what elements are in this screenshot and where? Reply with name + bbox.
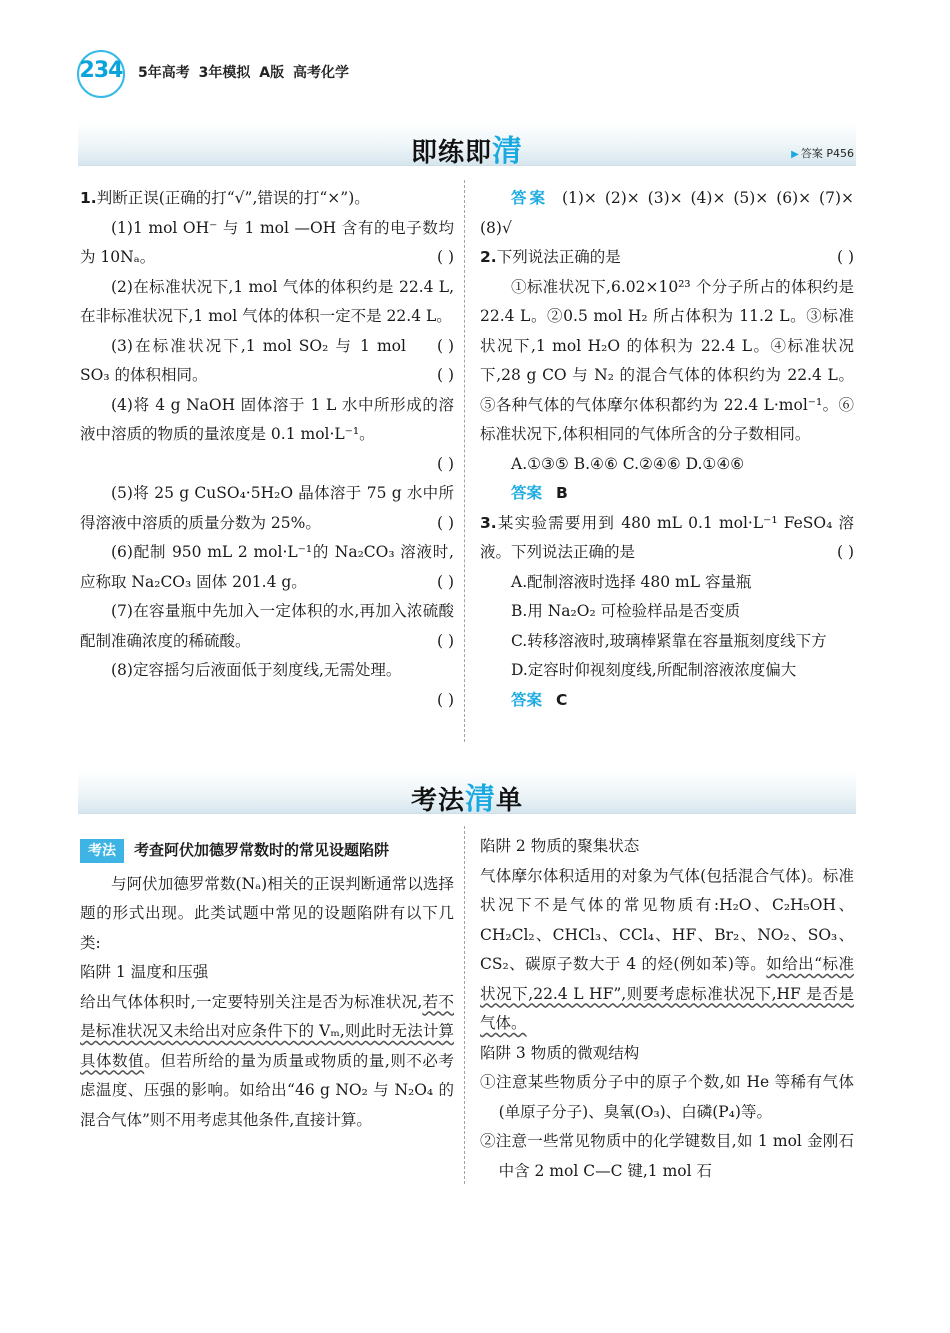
trap3-item: ②注意一些常见物质中的化学键数目,如 1 mol 金刚石中含 2 mol C—C 键,1 mol 石 (480, 1132, 854, 1180)
banner-title-text: 即练即清 (410, 134, 524, 169)
q2-stem: 2.下列说法正确的是 ( ) (480, 248, 854, 266)
method-tag: 考法 (80, 839, 124, 863)
q1-item: (1)1 mol OH⁻ 与 1 mol —OH 含有的电子数均为 10Nₐ。 ( ) (80, 218, 454, 266)
q3-option: A.配制溶液时选择 480 mL 容量瓶 (511, 572, 752, 591)
q1-item: (3)在标准状况下,1 mol SO₂ 与 1 mol SO₃ 的体积相同。 ( ) (80, 336, 454, 384)
trap2-body: 气体摩尔体积适用的对象为气体(包括混合气体)。标准状况下不是气体的常见物质有:H₂O、C₂H₅OH、CH₂Cl₂、CHCl₃、CCl₄、HF、Br₂、NO₂、SO₃、CS₂、碳原子数大于 4 的烃(例如苯)等。如给出“标准状况下,22.4 L HF”,则要考虑标准状况下,HF 是否是气体。 (480, 866, 854, 1032)
method-right-column (480, 832, 854, 1186)
column-divider (464, 826, 465, 1184)
trap3-title: 陷阱 3 物质的微观结构 (480, 1043, 640, 1062)
method-left-column (80, 836, 454, 1135)
practice-banner-title (78, 126, 856, 170)
method-banner (78, 770, 856, 817)
practice-right-column (480, 184, 854, 715)
q3-answer: 答案 C (511, 690, 568, 709)
q1-item: (5)将 25 g CuSO₄·5H₂O 晶体溶于 75 g 水中所得溶液中溶质的质量分数为 25%。 ( ) (80, 484, 454, 532)
trap1-title: 陷阱 1 温度和压强 (80, 963, 209, 981)
banner-title-text: 考法清单 (410, 782, 524, 817)
method-intro: 与阿伏加德罗常数(Nₐ)相关的正误判断通常以选择题的形式出现。此类试题中常见的设题陷阱有以下几类: (80, 874, 454, 952)
q1-answer: 答案 (1)× (2)× (3)× (4)× (5)× (6)× (7)× (8)√ (480, 189, 854, 237)
practice-banner (78, 122, 856, 169)
q2-options: A.①③⑤ B.④⑥ C.②④⑥ D.①④⑥ (511, 454, 745, 473)
q3-option: C.转移溶液时,玻璃棒紧靠在容量瓶刻度线下方 (511, 631, 827, 650)
book-title: 5年高考 3年模拟 A版 高考化学 (138, 65, 349, 81)
answer-reference: ▶ 答案 P456 (791, 147, 854, 160)
q1-bracket: ( ) (436, 690, 454, 709)
method-title: 考查阿伏加德罗常数时的常见设题陷阱 (134, 841, 390, 859)
q2-answer: 答案 B (511, 484, 568, 502)
q1-item: (8)定容摇匀后液面低于刻度线,无需处理。 (111, 661, 402, 679)
practice-left-column (80, 184, 454, 715)
method-heading (80, 836, 454, 866)
q1-bracket: ( ) (436, 454, 454, 473)
q3-option: D.定容时仰视刻度线,所配制溶液浓度偏大 (511, 661, 797, 679)
q3-stem: 3.某实验需要用到 480 mL 0.1 mol·L⁻¹ FeSO₄ 溶液。下列说法正确的是 ( ) (480, 513, 854, 561)
page-number: 234 (79, 58, 123, 83)
column-divider (464, 180, 465, 742)
q1-item: (6)配制 950 mL 2 mol·L⁻¹的 Na₂CO₃ 溶液时,应称取 Na₂CO₃ 固体 201.4 g。 ( ) (80, 543, 454, 591)
q1-item: (2)在标准状况下,1 mol 气体的体积约是 22.4 L,在非标准状况下,1 mol 气体的体积一定不是 22.4 L。 ( ) (80, 277, 454, 355)
q1-stem: 1.判断正误(正确的打“√”,错误的打“×”)。 (80, 189, 370, 207)
q1-item: (7)在容量瓶中先加入一定体积的水,再加入浓硫酸配制准确浓度的稀硫酸。 ( ) (80, 602, 454, 650)
method-banner-title (78, 774, 856, 818)
q2-body: ①标准状况下,6.02×10²³ 个分子所占的体积约是 22.4 L。②0.5 mol H₂ 所占体积为 11.2 L。③标准状况下,1 mol H₂O 的体积为 22.4 L。④标准状况下,28 g CO 与 N₂ 的混合气体的体积约为 22.4 L。⑤各种气体的气体摩尔体积都约为 22.4 L·mol⁻¹。⑥标准状况下,体积相同的气体所含的分子数相同。 (480, 277, 854, 443)
trap1-body: 给出气体体积时,一定要特别关注是否为标准状况,若不是标准状况又未给出对应条件下的 Vₘ,则此时无法计算具体数值。但若所给的量为质量或物质的量,则不必考虑温度、压强的影响。如给出“46 g NO₂ 与 N₂O₄ 的混合气体”则不用考虑其他条件,直接计算。 (80, 992, 454, 1129)
trap3-item: ①注意某些物质分子中的原子个数,如 He 等稀有气体(单原子分子)、臭氧(O₃)、白磷(P₄)等。 (480, 1073, 854, 1121)
q3-option: B.用 Na₂O₂ 可检验样品是否变质 (511, 602, 741, 620)
trap2-title: 陷阱 2 物质的聚集状态 (480, 837, 640, 855)
arrow-icon: ▶ (791, 149, 799, 160)
q1-item: (4)将 4 g NaOH 固体溶于 1 L 水中所形成的溶液中溶质的物质的量浓度是 0.1 mol·L⁻¹。 (80, 395, 454, 443)
